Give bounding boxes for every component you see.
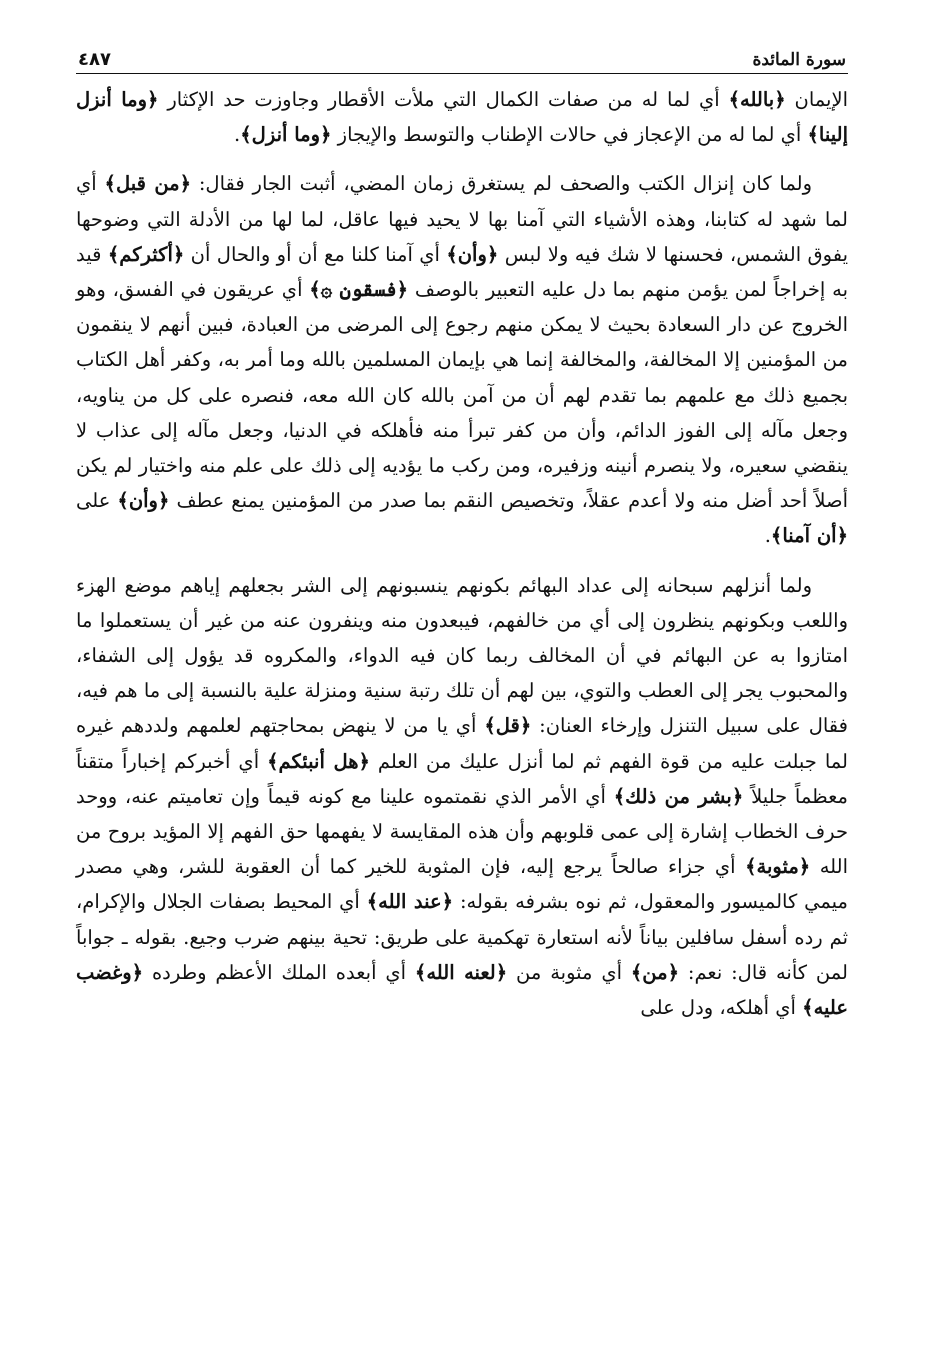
text-run: على — [76, 489, 118, 513]
text-run: أي لما له من الإعجاز في حالات الإطناب والتوسط والإيجاز — [331, 123, 808, 147]
quran-quote: ﴿وأن﴾ — [117, 489, 170, 513]
text-run: أي الأمر الذي نقمتموه علينا مع كونه قيماً وإن تعاميتم عنه، ووحد حرف الخطاب إشارة إلى عمى قلوبهم وأن هذه المقايسة لا يفهمها حق الفهم إلا المؤيد بروح من الله — [76, 784, 848, 879]
quran-quote: ﴿عند الله﴾ — [366, 890, 454, 914]
book-page — [76, 40, 848, 1025]
page-number: ٤٨٧ — [78, 49, 111, 70]
paragraph — [76, 166, 848, 553]
text-run: أي عريقون في الفسق، وهو الخروج عن دار السعادة بحيث لا يمكن منهم رجوع إلى المرضى من العبادة، فبين أنهم لا ينقمون من المؤمنين إلا المخالفة، والمخالفة إنما هي بإيمان المسلمين بالله وما أمر به، وكفر أهل الكتاب بجميع ذلك مع علمهم بما تقدم لهم أن من آمن بالله كان الله معه، فنصره على كل من يناويه، وجعل مآله إلى الفوز الدائم، وأن من كفر تبرأ منه فأهلكه في الدنيا، وجعل مآله إلى عذاب لا ينقضي سعيره، ولا ينصرم أنينه وزفيره، ومن ركب ما يؤديه إلى ذلك على علم منه واختيار لم يكن أصلاً أحد أضل منه ولا أعدم عقلاً، وتخصيص النقم بما صدر من المؤمنين يمنع عطف — [76, 278, 848, 513]
quran-quote: ﴿من قبل﴾ — [104, 172, 192, 196]
text-run: أي لما شهد له كتابنا، وهذه الأشياء التي آمنا بها لا يحيد فيها عاقل، لما لها من الأدلة التي وضوحها يفوق الشمس، فحسنها لا شك فيه ولا لبس — [76, 172, 848, 266]
text-run: أي جزاء صالحاً يرجع إليه، فإن المثوبة للخير كما أن العقوبة للشر، وهي مصدر ميمي كالميسور والمعقول، ثم نوه بشرفه بقوله: — [76, 855, 848, 914]
quran-quote: ﴿وما أنزل إلينا﴾ — [76, 88, 848, 147]
quran-quote: ﴿أن آمنا﴾ — [770, 524, 848, 548]
quran-quote: ﴿هل أنبئكم﴾ — [267, 749, 370, 773]
quran-quote: ﴿وأن﴾ — [446, 242, 499, 266]
text-run: أي آمنا كلنا مع أن أو والحال أن — [184, 242, 447, 266]
text-run: الإيمان — [785, 88, 849, 111]
text-run: . — [764, 524, 771, 548]
paragraph — [76, 568, 848, 1026]
page-body — [76, 82, 848, 1025]
quran-quote: ﴿وغضب عليه﴾ — [76, 960, 848, 1020]
quran-quote: ﴿لعنه الله﴾ — [414, 960, 508, 984]
text-run: ولما كان إنزال الكتب والصحف لم يستغرق زمان المضي، أثبت الجار فقال: — [191, 172, 812, 196]
text-run: أي مثوبة من — [507, 960, 631, 984]
text-run: أي أهلكه، ودل على — [640, 996, 803, 1020]
text-run: أي يا من لا ينهض بمحاجتهم لعلمهم ولددهم غيره لما جبلت عليه من قوة الفهم ثم لما أنزل عليك من العلم — [76, 714, 848, 773]
text-run: . — [234, 123, 241, 147]
text-run: ولما أنزلهم سبحانه إلى عداد البهائم بكونهم ينسبونهم إلى الشر بجعلهم إياهم موضع الهزء واللعب وبكونهم ينظرون إلى أي من خالفهم، فيبعدون منه وينفرون عنه من غير أن يستعملوا ما امتازوا به عن البهائم في أن المخالف ربما كان فيه الدواء، والمكروه قد يؤول إلى الشفاء، والمحبوب يجر إلى العطب والتوي، بين لهم أن تلك رتبة سنية ومنزلة علية بالنسبة إلى ما هم فيه، فقال على سبيل التنزل وإرخاء العنان: — [76, 573, 848, 738]
text-run: أي المحيط بصفات الجلال والإكرام، ثم رده أسفل سافلين بياناً لأنه استعارة تهكمية على طريق: تحية بينهم ضرب وجيع. بقوله ـ جواباً لمن كأنه قال: نعم: — [76, 890, 848, 984]
quran-quote: ﴿بشر من ذلك﴾ — [613, 784, 744, 808]
page-header — [76, 40, 848, 74]
quran-quote: ﴿وما أنزل﴾ — [240, 123, 332, 147]
text-run: أي أخبركم إخباراً متقناً معظماً جليلاً — [76, 749, 848, 808]
text-run: أي لما له من صفات الكمال التي ملأت الأقطار وجاوزت حد الإكثار — [158, 88, 729, 111]
quran-quote: ﴿قل﴾ — [484, 714, 532, 738]
text-run: قيد به إخراجاً لمن يؤمن منهم بما دل عليه التعبير بالوصف — [76, 242, 848, 302]
quran-quote: ﴿من﴾ — [630, 960, 680, 984]
quran-quote: ﴿أكثركم﴾ — [107, 242, 185, 266]
quran-quote: ﴿فسقون ۞﴾ — [309, 278, 409, 302]
quran-quote: ﴿بالله﴾ — [728, 88, 786, 111]
quran-quote: ﴿مثوبة﴾ — [745, 855, 811, 879]
text-run: أي أبعده الملك الأعظم وطرده — [143, 960, 415, 984]
surah-title: سورة المائدة — [752, 50, 846, 70]
paragraph — [76, 82, 848, 152]
